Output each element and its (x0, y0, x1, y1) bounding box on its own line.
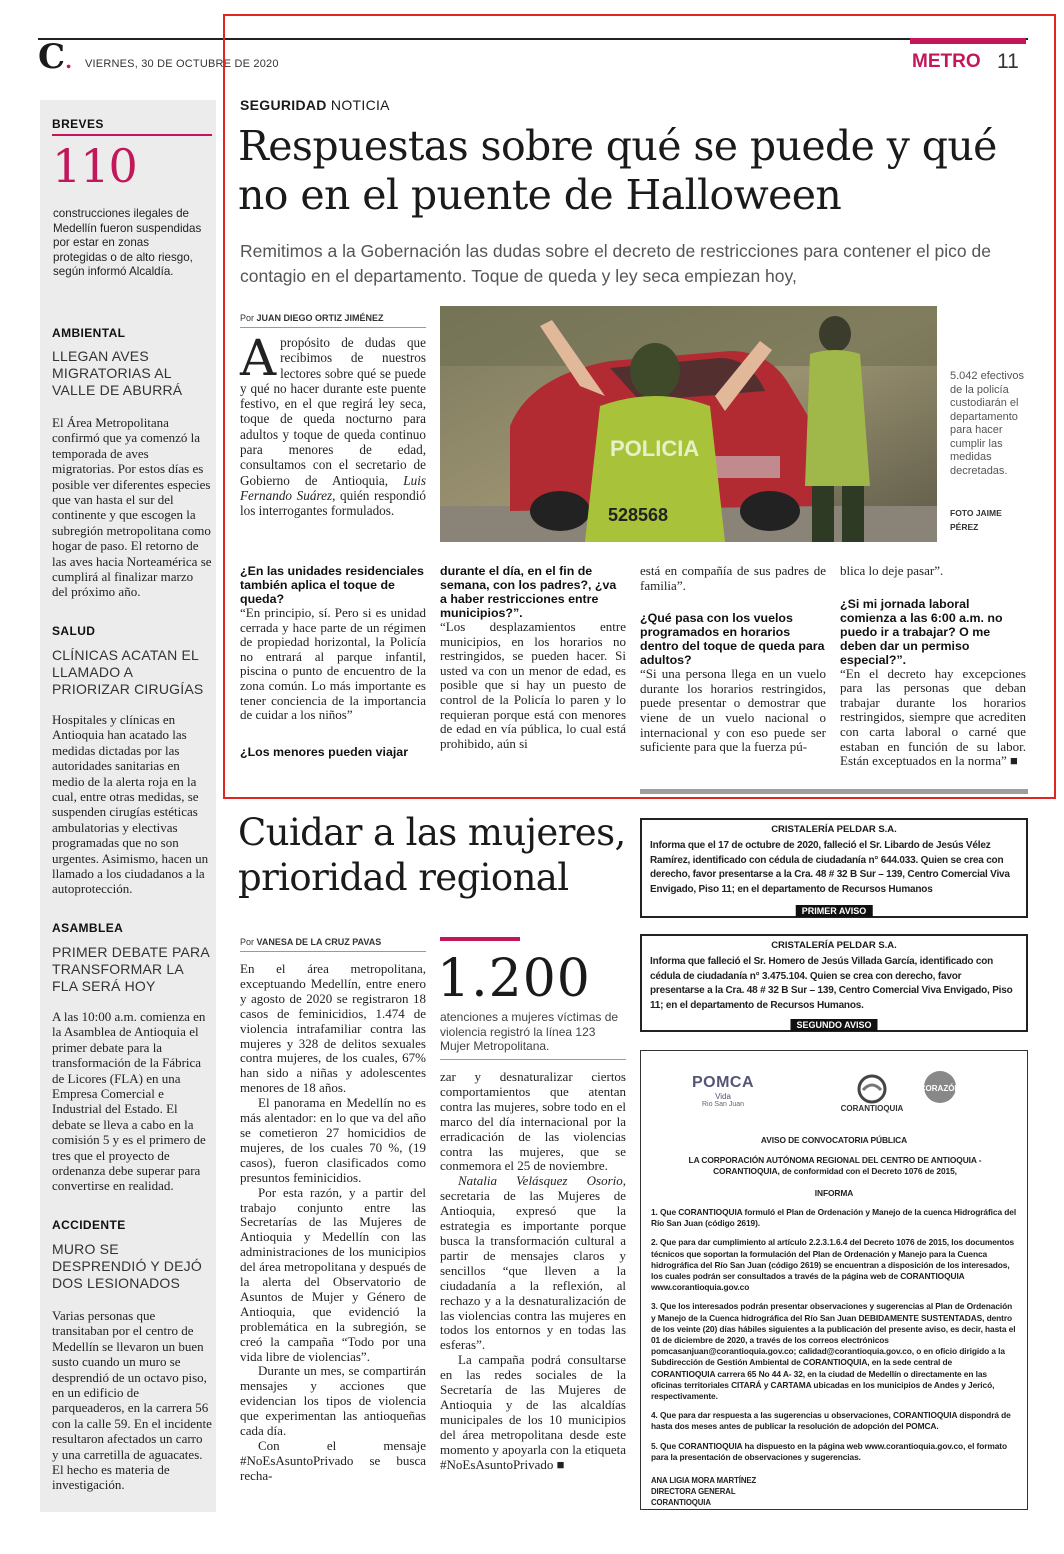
stat-text: atenciones a mujeres víctimas de violencia registró la línea 123 Mujer Metropolitana. (440, 1010, 619, 1054)
convocatoria-notice (640, 1050, 1028, 1510)
answer-2: “Los desplazamientos entre municipios, en los horarios no restringidos, se pueden hacer. Si usted va con un menor de edad, es posible que si hay un puesto de control de la Policía lo paren y lo requieran porque está con menores de edad en vía pública, lo cual está prohibido, aún si (440, 619, 626, 751)
article-byline: Por JUAN DIEGO ORTIZ JIMÉNEZ (240, 313, 384, 323)
category-accidente: ACCIDENTE (52, 1218, 126, 1232)
stat-accent-bar (440, 937, 520, 941)
convocatoria-role: DIRECTORA GENERAL (651, 1487, 736, 1497)
notice-segundo-aviso (640, 934, 1028, 1032)
notice-2-body: Informa que falleció el Sr. Homero de Jesús Villada García, identificado con cédula de ciudadanía n° 3.475.104. Quien se crea con derecho, favor presentarse a la Cra. 48 # 32 B Sur – 139, Centro Comercial Viva Envigado, Piso 11; en el departamento de Recursos Humanos. (650, 956, 1013, 1011)
convocatoria-title: AVISO DE CONVOCATORIA PÚBLICA (760, 1135, 908, 1145)
drop-cap: A (240, 329, 277, 387)
answer-3: “Si una persona llega en un vuelo durante los horarios restringidos, puede presentar o demostrar que viene de un vuelo nacional o internacional y con eso puede ser suficiente para que la fuerza pú- (640, 666, 826, 755)
brief-text-accidente: Varias personas que transitaban por el centro de Medellín se llevaron un buen susto cuando un muro se desprendió de un octavo piso, en un edificio de parqueaderos, en la carrera 56 con la calle 59. En el incidente resultaron afectados un carro y una carretilla de aguacates. El hecho es materia de investigación. (52, 1308, 212, 1493)
photo-caption: 5.042 efectivos de la policía custodiarán el departamento para hacer cumplir las medidas decretadas. (950, 370, 1024, 477)
article-intro: Apropósito de dudas que recibimos de nuestros lectores sobre qué se puede y qué no hacer durante este puente festivo, en el que regirá ley seca, toque de queda nocturno para adultos y toque de queda continuo para menores de edad, consultamos con el secretario de Gobierno de Antioquia, Luis Fernando Suárez, quién respondió los interrogantes formulados. (240, 329, 426, 519)
answer-2-end: está en compañía de sus padres de familia”. (640, 563, 826, 593)
breves-rule (52, 134, 212, 136)
article2-byline: Por VANESA DE LA CRUZ PAVAS (240, 937, 382, 947)
breves-text: construcciones ilegales de Medellín fueron suspendidas por estar en zonas protegidas o de alto riesgo, según informó Alcaldía. (53, 207, 202, 279)
category-ambiental: AMBIENTAL (52, 326, 126, 340)
article-headline: Respuestas sobre qué se puede y qué no en el puente de Halloween (238, 122, 997, 219)
brief-title-ambiental: LLEGAN AVES MIGRATORIAS AL VALLE DE ABURRÁ (52, 348, 183, 398)
article2-p1: En el área metropolitana, exceptuando Medellín, entre enero y agosto de 2020 se registraron 18 casos de feminicidios, 1.474 de violencia intrafamiliar contra las mujeres y 328 de delitos sexuales contra mujeres, de los cuales, 67% han sido a niñas y adolescentes menores de 18 años. (240, 961, 426, 1096)
article2-p3: Por esta razón, y a partir del trabajo conjunto entre las Secretarías de las Mujeres de Antioquia y Medellín con las administraciones de los municipios del área metropolitana y después de la alerta del Observatorio de Asuntos de Mujer y Género de Antioquia, que evidenció la problemática en la subregión, se creó la campaña “Todo por una vida libre de violencias”. (240, 1184, 426, 1364)
question-2-end: durante el día, en el fin de semana, con los padres?, ¿va a haber restricciones entre municipios?”. (440, 564, 617, 620)
convocatoria-item-2: 2. Que para dar cumplimiento al artículo 2.2.3.1.6.4 del Decreto 1076 de 2015, los documentos técnicos que soportan la formulación del Plan de Ordenación y Manejo para la Cuenca hidrográfica del Río San Juan (código 2619) se encuentran a disposición de los interesados, los cuales podrán ser consultados a través de la página web de CORANTIOQUIA www.corantioquia.gov.co (651, 1237, 1015, 1293)
article2-byline-rule (240, 951, 426, 952)
stat-number: 1.200 (437, 949, 591, 1009)
corazon-logo (913, 1069, 967, 1105)
svg-text:528568: 528568 (608, 505, 669, 525)
highlight-frame (223, 14, 1056, 799)
article2-headline: Cuidar a las mujeres, prioridad regional (238, 811, 626, 899)
stat-rule (440, 1059, 626, 1060)
breves-number: 110 (52, 139, 137, 193)
brief-text-ambiental: El Área Metropolitana confirmó que ya comenzó la temporada de aves migratorias. Por estos días es posible ver diferentes especies que van hasta el sur del continente y que escogen la subregión metropolitana como hogar de paso. El retorno de las aves hacia Norteamérica se cumplirá al finalizar marzo del próximo año. (52, 415, 212, 600)
breves-sidebar (40, 100, 216, 1512)
article2-p6: zar y desnaturalizar ciertos comportamientos que atentan contra las mujeres, sobre todo en el marco del día internacional por la erradicación de las violencias contra las mujeres, que se conmemora el 25 de noviembre. (440, 1069, 626, 1174)
notice-primer-aviso (640, 818, 1028, 918)
notice-2-tag: SEGUNDO AVISO (790, 1019, 877, 1031)
convocatoria-signer: ANA LIGIA MORA MARTÍNEZ (651, 1476, 757, 1486)
article2-column-2 (440, 1070, 626, 1472)
svg-text:CORAZÓN: CORAZÓN (919, 1084, 961, 1093)
article-kicker: SEGURIDAD NOTICIA (240, 97, 390, 113)
end-mark: ■ (1010, 753, 1018, 769)
category-salud: SALUD (52, 624, 96, 638)
notice-1-tag: PRIMER AVISO (796, 905, 873, 917)
breves-label: BREVES (52, 117, 104, 131)
corantioquia-emblem-icon (855, 1074, 889, 1104)
answer-4: “En el decreto hay excepciones para las personas que deban trabajar durante los horarios restringidos, siempre que acrediten con carta laboral o carné que estaban en función de su labor. Están exceptuados en la norma” ■ (840, 665, 1026, 769)
notice-1-body: Informa que el 17 de octubre de 2020, falleció el Sr. Libardo de Jesús Vélez Ramírez, identificado con cédula de ciudadanía n° 644.033. Quien se crea con derecho, favor presentarse a la Cra. 48 # 32 B Sur – 139, Centro Comercial Viva Envigado, Piso 11; en el departamento de Recursos Humanos (650, 840, 1010, 895)
convocatoria-item-4: 4. Que para dar respuesta a las sugerencias u observaciones, CORANTIOQUIA dispondrá de hasta dos meses antes de publicar la resolución de adopción del POMCA. (651, 1410, 1011, 1432)
article2-column-1 (240, 962, 426, 1484)
article2-p5: Con el mensaje #NoEsAsuntoPrivado se busca recha- (240, 1438, 426, 1483)
question-3: ¿Qué pasa con los vuelos programados en horarios dentro del toque de queda para adultos? (640, 611, 825, 668)
category-asamblea: ASAMBLEA (52, 921, 124, 935)
issue-date: VIERNES, 30 DE OCTUBRE DE 2020 (85, 58, 279, 70)
question-4: ¿Si mi jornada laboral comienza a las 6:00 a.m. no puedo ir a trabajar? O me deben dar un permiso especial?”. (840, 596, 1003, 667)
corantioquia-logo: CORANTIOQUIA (827, 1065, 917, 1121)
question-1: ¿En las unidades residenciales también aplica el toque de queda? (240, 564, 424, 606)
newspaper-logo: C. (38, 37, 73, 77)
notice-2-title: CRISTALERÍA PELDAR S.A. (771, 940, 897, 951)
brief-title-asamblea: PRIMER DEBATE PARA TRANSFORMAR LA FLA SERÁ HOY (52, 944, 210, 994)
svg-text:POLICIA: POLICIA (610, 436, 700, 461)
convocatoria-item-5: 5. Que CORANTIOQUIA ha dispuesto en la página web www.corantioquia.gov.co, el formato para la presentación de observaciones y sugerencias. (651, 1440, 1008, 1462)
convocatoria-subtitle: LA CORPORACIÓN AUTÓNOMA REGIONAL DEL CENTRO DE ANTIOQUIA - CORANTIOQUIA, de conformidad con el Decreto 1076 de 2015, (688, 1155, 982, 1177)
article2-p7: Natalia Velásquez Osorio, secretaria de las Mujeres de Antioquia, expresó que la estrategia es importante porque busca la transformación cultural a partir de mensajes claros y sencillos “que lleven a la ciudadanía a la reflexión, al rechazo y a la desnaturalización de las violencias contra las mujeres en todos los entornos y en todas las esferas”. (440, 1173, 626, 1353)
convocatoria-items (651, 1207, 1017, 1509)
photo-credit: FOTO JAIME PÉREZ (950, 508, 1002, 532)
convocatoria-informa: INFORMA (814, 1188, 854, 1198)
pomca-logo: POMCA Vida Rio San Juan (691, 1074, 755, 1108)
page-number: 11 (997, 50, 1019, 73)
notice-1-title: CRISTALERÍA PELDAR S.A. (771, 824, 897, 835)
brief-title-accidente: MURO SE DESPRENDIÓ Y DEJÓ DOS LESIONADOS (52, 1241, 202, 1291)
brief-text-salud: Hospitales y clínicas en Antioquia han acatado las medidas dictadas por las autoridades sanitarias en medio de la alerta roja en la cual, entre otras medidas, se suspenden cirugías estéticas ambulatorias y electivas programadas que no son urgentes. Asimismo, hacen un llamado a los ciudadanos a la autoprotección. (52, 712, 209, 897)
convocatoria-item-3: 3. Que los interesados podrán presentar observaciones y sugerencias al Plan de Ordenación y Manejo de la Cuenca hidrográfica del Río San Juan DEBIDAMENTE SUSTENTADAS, dentro de los veinte (20) días hábiles siguientes a la publicación del presente aviso, es decir, hasta el 01 de diciembre de 2020, a través de los correos electrónicos pomcasanjuan@corantioquia.gov.co; calidad@corantioquia.gov.co, o en oficio dirigido a la Subdirección de Gestión Ambiental de CORANTIOQUIA, en la sede central de CORANTIOQUIA carrera 65 No 44 A- 32, en la ciudad de Medellín o directamente en las oficinas territoriales CITARÁ y CARTAMA ubicadas en los municipios de Andes y Jericó, respectivamente. (651, 1301, 1016, 1402)
answer-1: “En principio, sí. Pero si es unidad cerrada y hace parte de un régimen de propiedad horizontal, la Policía no entrará al parque infantil, piscina o punto de encuentro de la zona común. Lo más importante es tener conciencia de la importancia de cuidar a los niños” (240, 605, 426, 723)
article2-p8: La campaña podrá consultarse en las redes sociales de la Secretaría de las Mujeres de Antioquia y de las alcaldías municipales de los 10 municipios del área metropolitana desde este momento y apoyarla con la etiqueta #NoEsAsuntoPrivado ■ (440, 1352, 626, 1472)
convocatoria-org: CORANTIOQUIA (651, 1498, 711, 1508)
article2-p4: Durante un mes, se compartirán mensajes y acciones que evidencian los tipos de violencia que experimentan las antioqueñas cada día. (240, 1363, 426, 1439)
convocatoria-item-1: 1. Que CORANTIOQUIA formuló el Plan de Ordenación y Manejo de la cuenca Hidrográfica del Río San Juan (código 2619). (651, 1207, 1017, 1229)
section-name: METRO (912, 51, 981, 72)
article-subhead: Remitimos a la Gobernación las dudas sobre el decreto de restricciones para contener el pico de contagio en el departamento. Toque de queda y ley seca empiezan hoy, (240, 241, 991, 286)
brief-text-asamblea: A las 10:00 a.m. comienza en la Asamblea de Antioquia el primer debate para la transformación de la Fábrica de Licores (FLA) en una Empresa Comercial e Industrial del Estado. El debate se lleva a cabo en la comisión 5 y es el primero de tres que el proyecto de ordenanza debe superar para convertirse en realidad. (52, 1009, 206, 1194)
question-2-start: ¿Los menores pueden viajar (240, 744, 409, 759)
brief-title-salud: CLÍNICAS ACATAN EL LLAMADO A PRIORIZAR CIRUGÍAS (52, 647, 204, 697)
article2-p2: El panorama en Medellín no es más alentador: en lo que va del año se cometieron 27 homicidios de mujeres, de los cuales 70 %, (19 casos), fueron clasificados como presuntos feminicidios. (240, 1095, 426, 1185)
answer-3-end: blica lo deje pasar”. (840, 563, 944, 578)
